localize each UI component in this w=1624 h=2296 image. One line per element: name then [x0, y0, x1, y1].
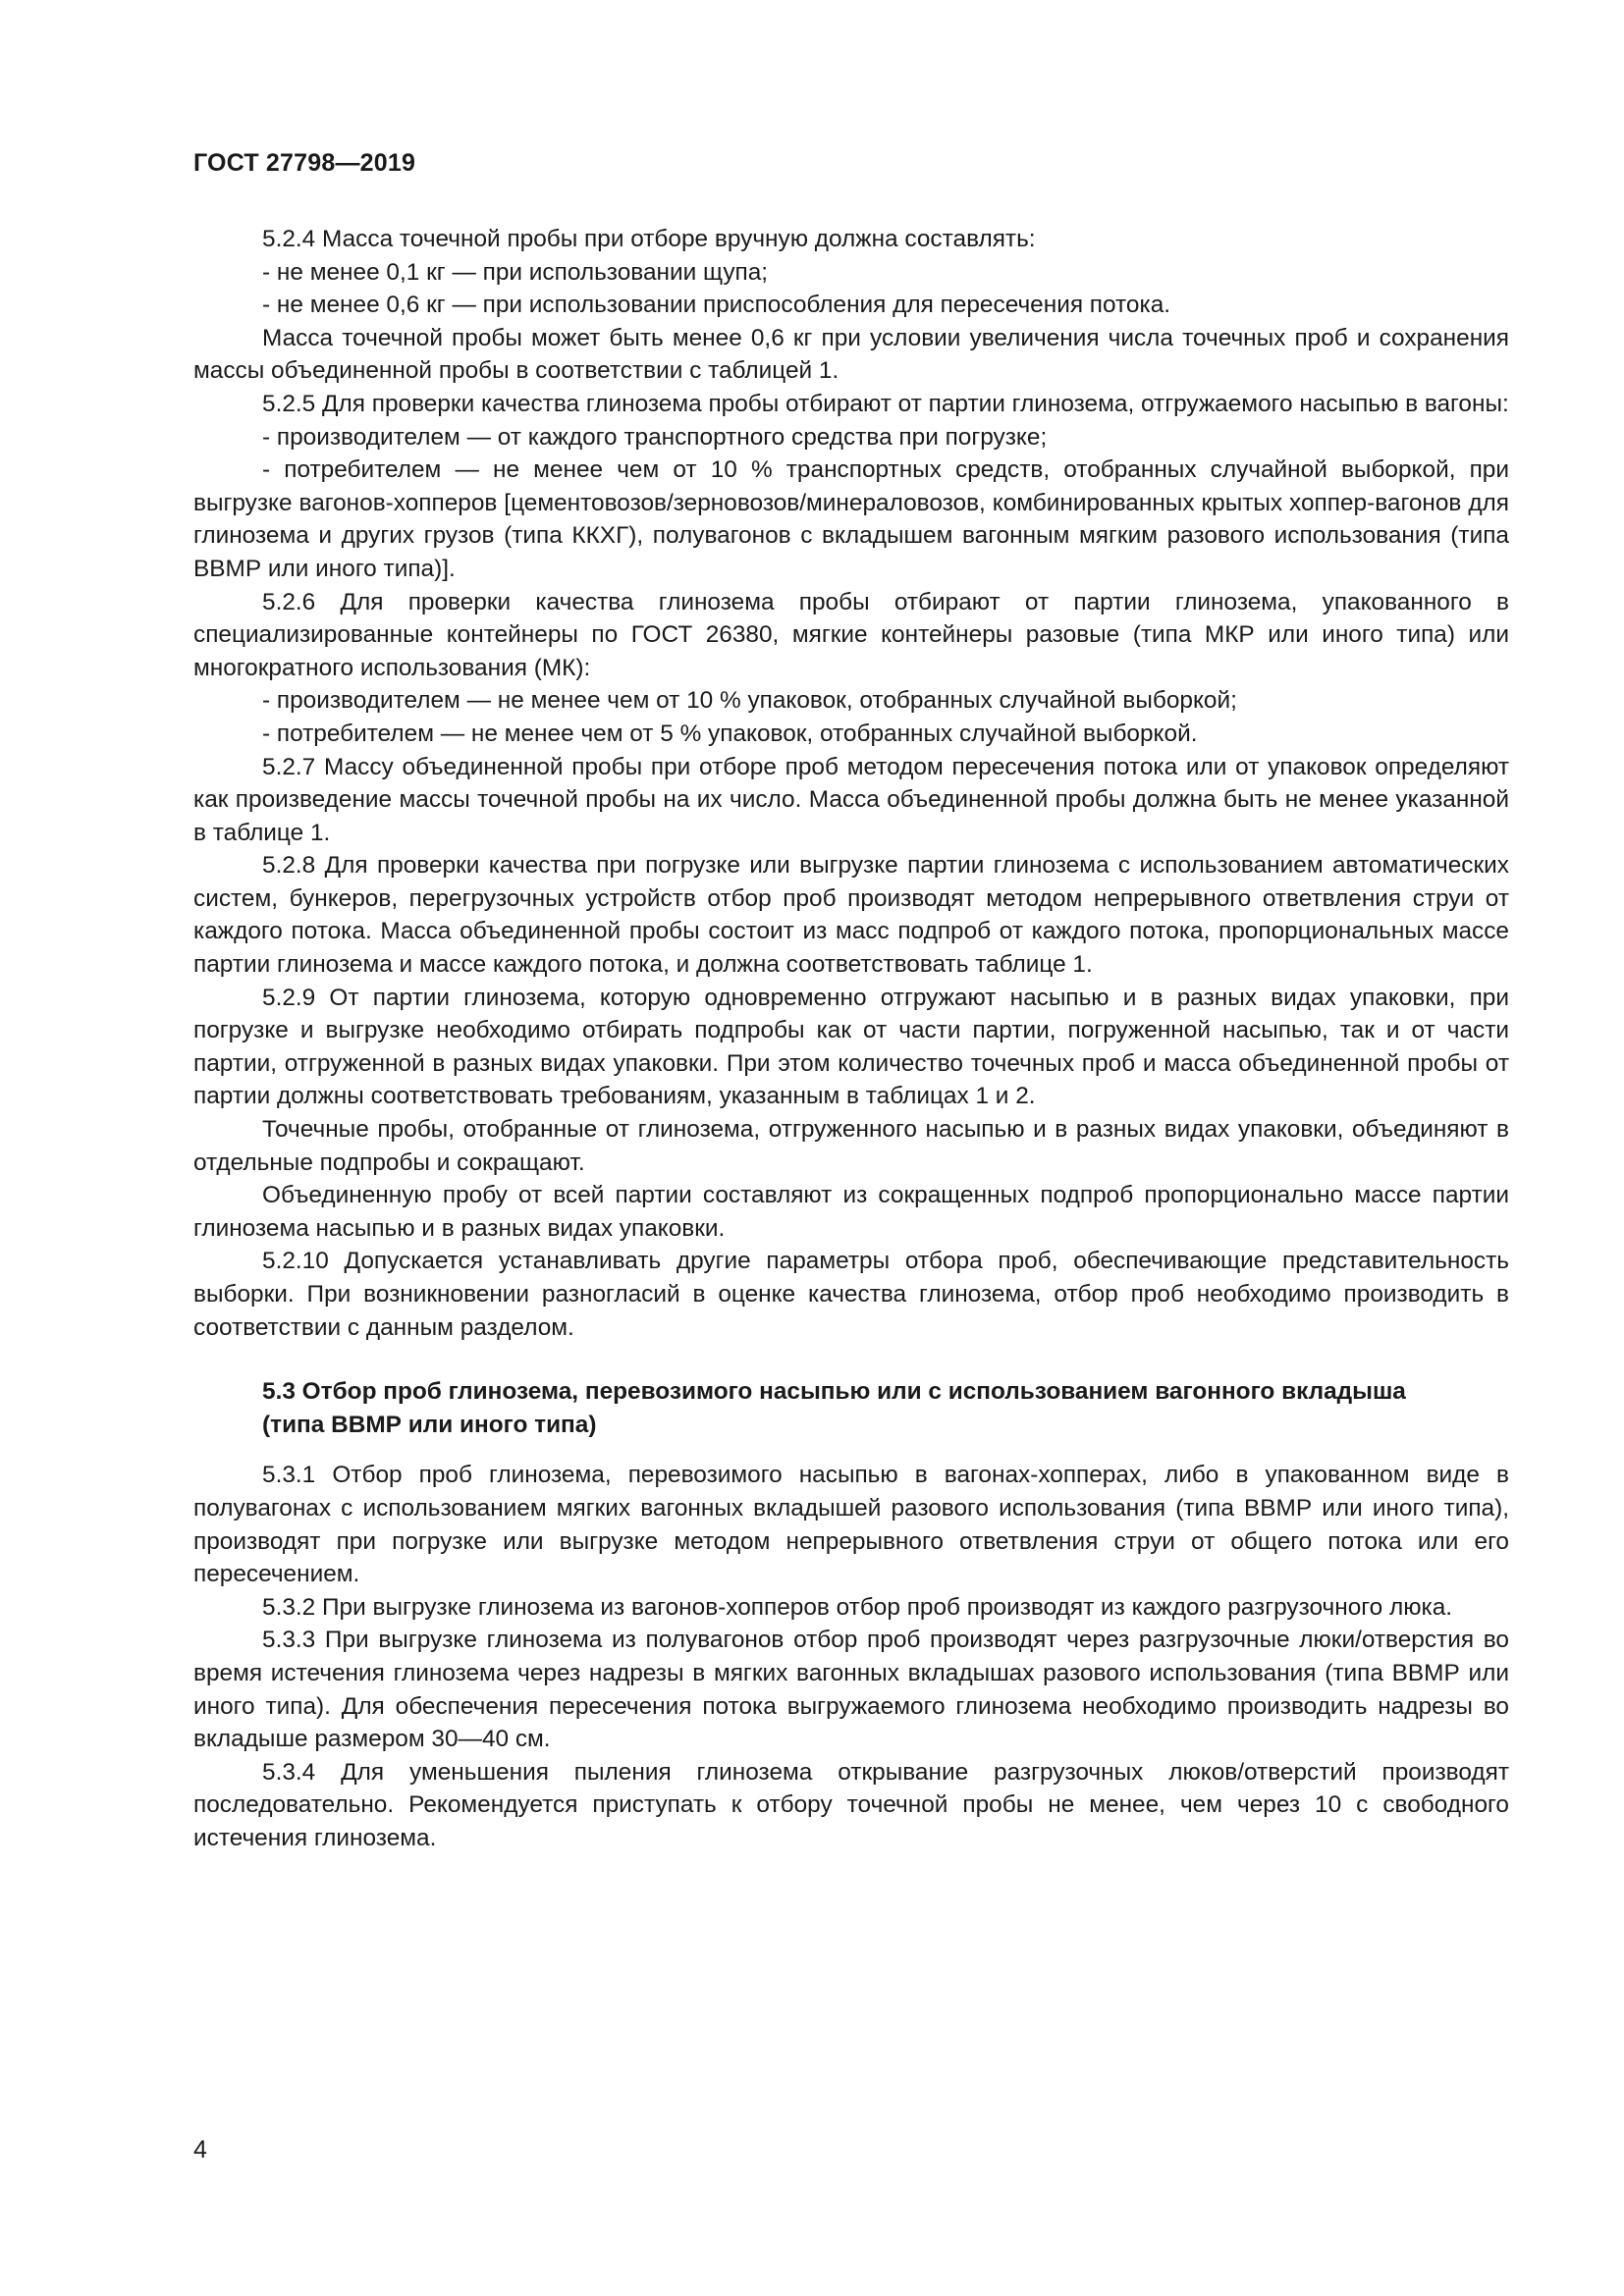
paragraph-5-2-4: 5.2.4 Масса точечной пробы при отборе вручную должна составлять: [262, 226, 1036, 252]
list-item: - не менее 0,6 кг — при использовании приспособления для пересечения потока. [262, 292, 1171, 319]
paragraph-5-2-5: 5.2.5 Для проверки качества глинозема пробы отбирают от партии глинозема, отгружаемого насыпью в вагоны: [262, 390, 1509, 417]
paragraph-5-3-3: 5.3.3 При выгрузке глинозема из полувагонов отбор проб производят через разгрузочные люки/отверстия во время истечения глинозема через надрезы в мягких вагонных вкладышах разового использования (типа ВВМР или иного типа). Для обеспечения пересечения потока выгружаемого глинозема необходимо производить надрезы во вкладыше размером 30—40 см. [193, 1627, 1509, 1753]
list-item: - потребителем — не менее чем от 10 % транспортных средств, отобранных случайной выборкой, при выгрузке вагонов-хопперов [цементовозов/зерновозов/минераловозов, комбинированных крытых хоппер-вагонов для глинозема и других грузов (типа ККХГ), полувагонов с вкладышем вагонным мягким разового использования (типа ВВМР или иного типа)]. [193, 456, 1509, 582]
paragraph-5-2-7: 5.2.7 Массу объединенной пробы при отборе проб методом пересечения потока или от упаковок определяют как произведение массы точечной пробы на их число. Масса объединенной пробы должна быть не менее указанной в таблице 1. [193, 753, 1509, 846]
paragraph-5-2-4-note: Масса точечной пробы может быть менее 0,6 кг при условии увеличения числа точечных проб и сохранения массы объединенной пробы в соответствии с таблицей 1. [193, 324, 1509, 385]
list-item: - производителем — не менее чем от 10 % упаковок, отобранных случайной выборкой; [262, 687, 1237, 715]
document-body [193, 223, 1509, 1855]
paragraph-5-3-4: 5.3.4 Для уменьшения пыления глинозема открывание разгрузочных люков/отверстий производят последовательно. Рекомендуется приступать к отбору точечной пробы не менее, чем через 10 с свободного истечения глинозема. [193, 1758, 1509, 1851]
document-header: ГОСТ 27798—2019 [193, 149, 416, 177]
paragraph-5-2-9-b: Точечные пробы, отобранные от глинозема, отгруженного насыпью и в разных видах упаковки, объединяют в отдельные подпробы и сокращают. [193, 1116, 1509, 1176]
paragraph-5-3-2: 5.3.2 При выгрузке глинозема из вагонов-хопперов отбор проб производят из каждого разгрузочного люка. [262, 1593, 1453, 1621]
list-item: - потребителем — не менее чем от 5 % упаковок, отобранных случайной выборкой. [262, 720, 1198, 747]
list-item: - не менее 0,1 кг — при использовании щупа; [262, 258, 769, 286]
section-heading-5-3: 5.3 Отбор проб глинозема, перевозимого насыпью или с использованием вагонного вкладыша (типа ВВМР или иного типа) [262, 1378, 1406, 1438]
paragraph-5-2-9-c: Объединенную пробу от всей партии составляют из сокращенных подпроб пропорционально массе партии глинозема насыпью и в разных видах упаковки. [193, 1182, 1509, 1242]
paragraph-5-2-9: 5.2.9 От партии глинозема, которую одновременно отгружают насыпью и в разных видах упаковки, при погрузке и выгрузке необходимо отбирать подпробы как от части партии, погруженной насыпью, так и от части партии, отгруженной в разных видах упаковки. При этом количество точечных проб и масса объединенной пробы от партии должны соответствовать требованиям, указанным в таблицах 1 и 2. [193, 984, 1509, 1110]
paragraph-5-2-8: 5.2.8 Для проверки качества при погрузке или выгрузке партии глинозема с использованием автоматических систем, бункеров, перегрузочных устройств отбор проб производят методом непрерывного ответвления струи от каждого потока. Масса объединенной пробы состоит из масс подпроб от каждого потока, пропорциональных массе партии глинозема и массе каждого потока, и должна соответствовать таблице 1. [193, 852, 1509, 979]
paragraph-5-3-1: 5.3.1 Отбор проб глинозема, перевозимого насыпью в вагонах-хопперах, либо в упакованном виде в полувагонах с использованием мягких вагонных вкладышей разового использования (типа ВВМР или иного типа), производят при погрузке или выгрузке методом непрерывного ответвления струи от общего потока или его пересечением. [193, 1462, 1509, 1588]
page-number: 4 [193, 2136, 207, 2163]
paragraph-5-2-10: 5.2.10 Допускается устанавливать другие параметры отбора проб, обеспечивающие представительность выборки. При возникновении разногласий в оценке качества глинозема, отбор проб необходимо производить в соответствии с данным разделом. [193, 1248, 1509, 1341]
paragraph-5-2-6: 5.2.6 Для проверки качества глинозема пробы отбирают от партии глинозема, упакованного в специализированные контейнеры по ГОСТ 26380, мягкие контейнеры разовые (типа МКР или иного типа) или многократного использования (МК): [193, 588, 1509, 681]
list-item: - производителем — от каждого транспортного средства при погрузке; [262, 423, 1048, 451]
